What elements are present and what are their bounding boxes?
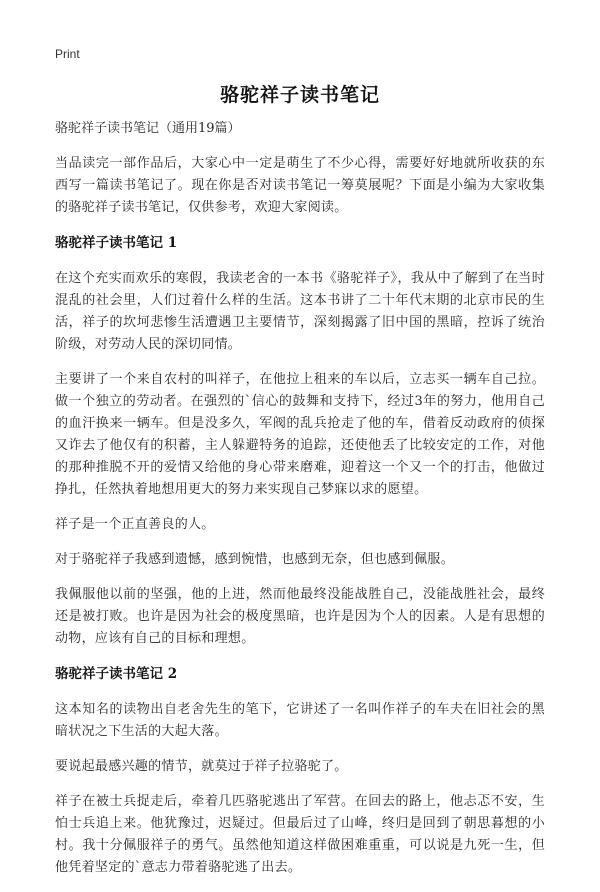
paragraph: 我佩服他以前的坚强，他的上进，然而他最终没能战胜自己，没能战胜社会，最终还是被打败。也许是因为社会的极度黑暗，也许是因为个人的因素。人是有思想的动物，应该有自己的目标和理想。 — [55, 587, 545, 646]
document-body — [55, 118, 545, 892]
section-2 — [55, 663, 545, 879]
paragraph: 祥子是一个正直善良的人。 — [55, 517, 215, 532]
section-heading: 骆驼祥子读书笔记 2 — [55, 666, 178, 682]
paragraph: 这本知名的读物出自老舍先生的笔下，它讲述了一名叫作祥子的车夫在旧社会的黑暗状况之下生活的大起大落。 — [55, 702, 545, 739]
paragraph: 要说起最感兴趣的情节，就莫过于祥子拉骆驼了。 — [55, 759, 348, 774]
paragraph: 主要讲了一个来自农村的叫祥子，在他拉上租来的车以后，立志买一辆车自己拉。做一个独立的劳动者。在强烈的`信心的鼓舞和支持下，经过3年的努力，他用自己的血汗换来一辆车。但是没多久，军阀的乱兵抢走了他的车，借着反动政府的侦探又诈去了他仅有的积蓄，主人躲避特务的追踪，还使他丢了比较安定的工作，对他的那种推脱不开的爱情又给他的身心带来磨难，迎着这一个又一个的打击，他做过挣扎，任然执着地想用更大的努力来实现自己梦寐以求的愿望。 — [55, 372, 545, 497]
print-link[interactable]: Print — [55, 47, 80, 61]
section-heading: 骆驼祥子读书笔记 1 — [55, 235, 178, 251]
paragraph: 对于骆驼祥子我感到遗憾，感到惋惜，也感到无奈，但也感到佩服。 — [55, 552, 455, 567]
page-title: 骆驼祥子读书笔记 — [219, 84, 380, 106]
paragraph: 祥子在被士兵捉走后，牵着几匹骆驼逃出了军营。在回去的路上，他忐忑不安，生怕士兵追上来。他犹豫过，迟疑过。但最后过了山峰，终归是回到了朝思暮想的小村。我十分佩服祥子的勇气。虽然他知道这样做困难重重，可以说是九死一生，但他凭着坚定的`意志力带着骆驼逃了出去。 — [55, 794, 545, 875]
paragraph: 在这个充实而欢乐的寒假，我读老舍的一本书《骆驼祥子》，我从中了解到了在当时混乱的社会里，人们过着什么样的生活。这本书讲了二十年代末期的北京市民的生活，祥子的坎坷悲惨生活遭遇卫主要情节，深刻揭露了旧中国的黑暗，控诉了统治阶级，对劳动人民的深切同情。 — [55, 271, 545, 352]
document-subtitle: 骆驼祥子读书笔记（通用19篇） — [55, 121, 241, 136]
section-1 — [55, 232, 545, 650]
intro-paragraph: 当品读完一部作品后，大家心中一定是萌生了不少心得，需要好好地就所收获的东西写一篇读书笔记了。现在你是否对读书笔记一筹莫展呢？下面是小编为大家收集的骆驼祥子读书笔记，仅供参考，欢迎大家阅读。 — [55, 156, 545, 215]
